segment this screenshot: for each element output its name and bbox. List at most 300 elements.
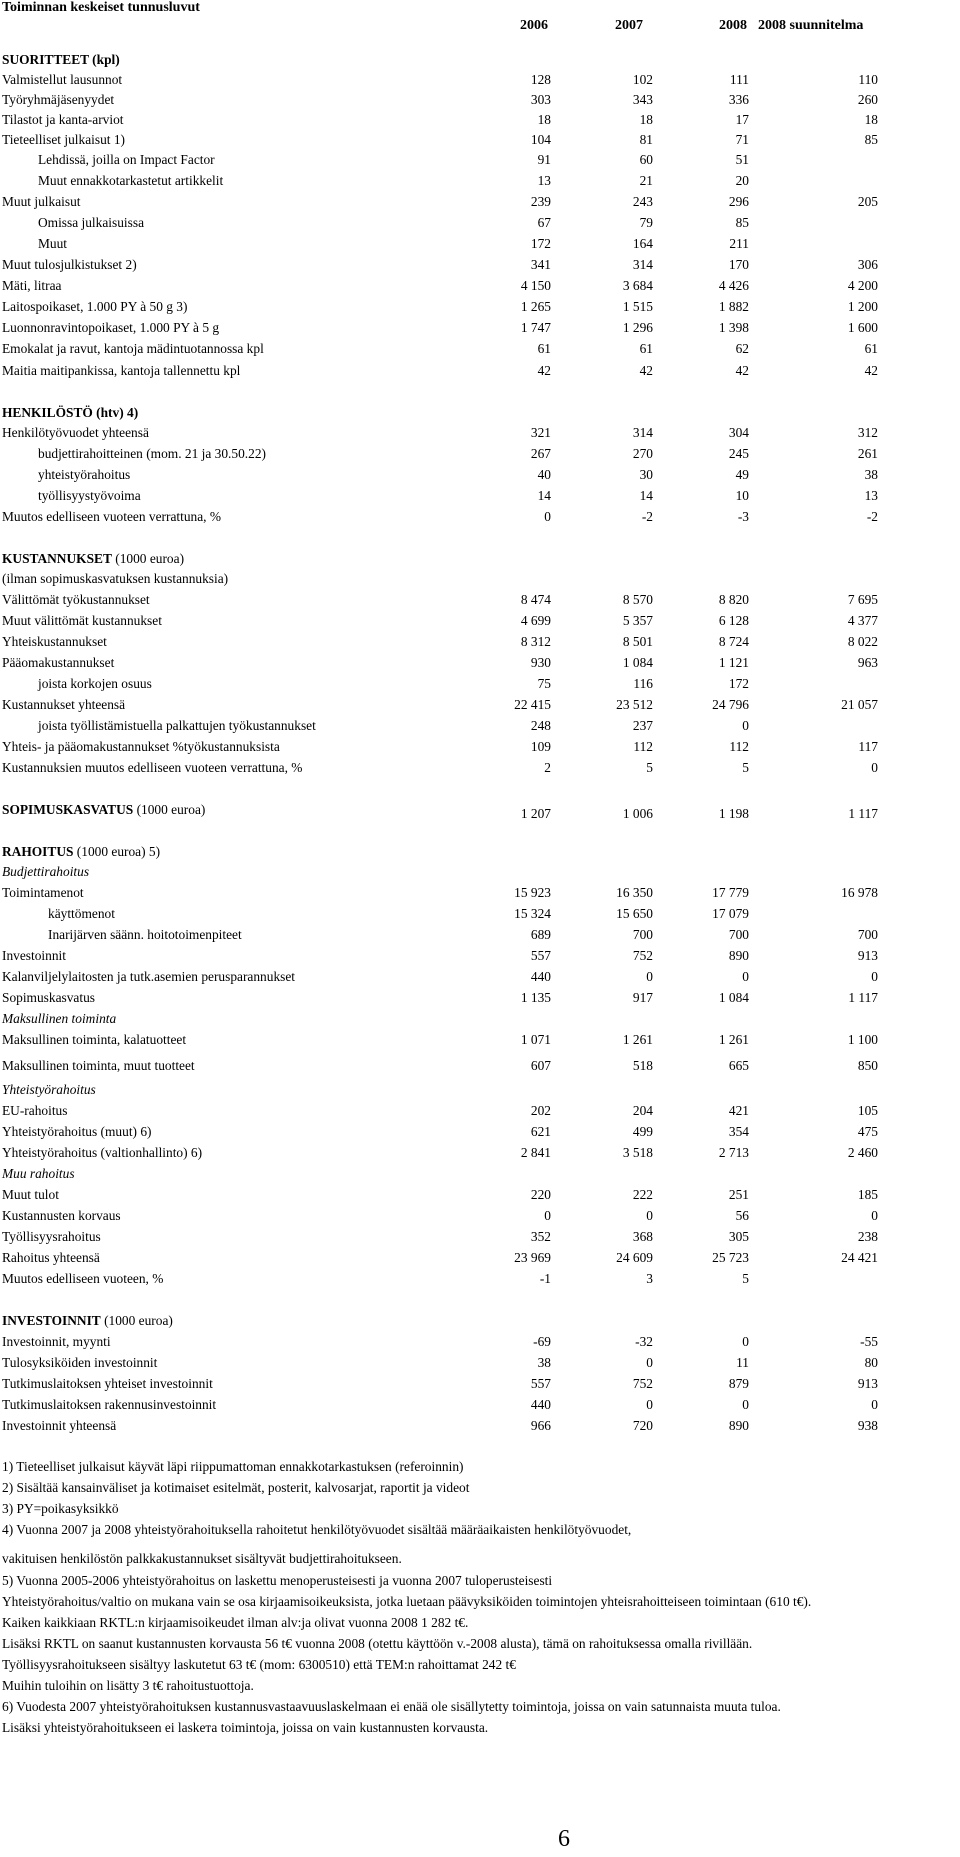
row-label-text: Valmistellut lausunnot (2, 72, 123, 87)
table-row (0, 90, 960, 110)
row-label (2, 1030, 186, 1050)
value-cell: 238 (857, 1229, 878, 1244)
value-cell: 700 (728, 927, 749, 942)
value-cell: 1 084 (622, 655, 653, 670)
table-row (0, 507, 960, 527)
row-label (38, 444, 266, 464)
footnote: Lisäksi yhteistyörahoitukseen ei laskета toimintoja, joissa on vain kustannusten korvausta. (2, 1720, 489, 1735)
row-label (2, 967, 295, 987)
row-label (2, 737, 280, 757)
value-cell: 0 (544, 509, 551, 524)
table-row (0, 674, 960, 694)
table-row (0, 1248, 960, 1268)
row-label-text: Yhteistyörahoitus (muut) 6) (2, 1124, 152, 1139)
value-cell: 260 (857, 92, 878, 107)
value-cell: 170 (728, 257, 749, 272)
row-label-text: Investoinnit, myynti (2, 1334, 111, 1349)
table-row (0, 361, 960, 381)
row-label (2, 842, 160, 862)
row-label-text: Sopimuskasvatus (2, 990, 95, 1005)
value-cell: 304 (728, 425, 749, 440)
row-label-text: Yhteiskustannukset (2, 634, 107, 649)
value-cell: 56 (735, 1208, 749, 1223)
value-cell: 239 (530, 194, 551, 209)
value-cell: -55 (860, 1334, 878, 1349)
value-cell: 222 (632, 1187, 653, 1202)
value-cell: 1 006 (622, 806, 653, 821)
row-label-text: EU-rahoitus (2, 1103, 68, 1118)
value-cell: 42 (735, 363, 749, 378)
value-cell: 85 (735, 215, 749, 230)
footnote: Lisäksi RKTL on saanut kustannusten korvausta 56 t€ vuonna 2008 (otettu käyttöön v.-2008 alusta), tämä on rahoituksessa omalla rivillään. (2, 1636, 753, 1651)
table-row (0, 1395, 960, 1415)
value-cell: -3 (737, 509, 749, 524)
value-cell: 352 (530, 1229, 551, 1244)
row-label-text: INVESTOINNIT (2, 1313, 101, 1328)
table-row (0, 1311, 960, 1331)
value-cell: 850 (857, 1058, 878, 1073)
row-label-text: käyttömenot (48, 906, 115, 921)
value-cell: 4 150 (520, 278, 551, 293)
value-cell: 61 (864, 341, 878, 356)
value-cell: 204 (632, 1103, 653, 1118)
footnote: 2) Sisältää kansainväliset ja kotimaiset esitelmät, posterit, kalvosarjat, raportit ja videot (2, 1480, 470, 1495)
table-row (0, 653, 960, 673)
value-cell: 18 (537, 112, 551, 127)
footnote: 3) PY=poikasyksikkö (2, 1501, 119, 1516)
value-cell: 890 (728, 1418, 749, 1433)
value-cell: 314 (632, 425, 653, 440)
value-cell: 4 426 (718, 278, 749, 293)
value-cell: 917 (632, 990, 653, 1005)
value-cell: 102 (632, 72, 653, 87)
row-label (2, 988, 95, 1008)
row-label-text: HENKILÖSTÖ (htv) 4) (2, 405, 139, 420)
row-label-text: Omissa julkaisuissa (38, 215, 145, 230)
footnote: vakituisen henkilöstön palkkakustannukset sisältyvät budjettirahoitukseen. (2, 1551, 402, 1566)
value-cell: 8 570 (622, 592, 653, 607)
value-cell: 720 (632, 1418, 653, 1433)
row-label-text: budjettirahoitteinen (mom. 21 ja 30.50.22) (38, 446, 266, 461)
row-label (2, 507, 221, 527)
row-label-text: Lehdissä, joilla on Impact Factor (38, 152, 215, 167)
value-cell: 7 695 (847, 592, 878, 607)
value-cell: 248 (530, 718, 551, 733)
value-cell: 38 (864, 467, 878, 482)
row-label-text: Investoinnit yhteensä (2, 1418, 117, 1433)
table-row (0, 1030, 960, 1050)
value-cell: 296 (728, 194, 749, 209)
footnote: Muihin tuloihin on lisätty 3 t€ rahoitustuottoja. (2, 1678, 254, 1693)
row-label (2, 590, 150, 610)
value-cell: -1 (539, 1271, 551, 1286)
value-cell: 8 724 (718, 634, 749, 649)
row-label-text: Tutkimuslaitoksen yhteiset investoinnit (2, 1376, 213, 1391)
value-cell: 1 207 (520, 806, 551, 821)
value-cell: 879 (728, 1376, 749, 1391)
page-number: 6 (558, 1826, 570, 1852)
value-cell: 112 (729, 739, 749, 754)
value-cell: 172 (728, 676, 749, 691)
value-cell: 2 841 (520, 1145, 551, 1160)
row-label-text: työllisyystyövoima (38, 488, 141, 503)
value-cell: 60 (639, 152, 653, 167)
row-label (2, 297, 187, 317)
page-title: Toiminnan keskeiset tunnusluvut (2, 0, 200, 15)
value-cell: 3 (646, 1271, 653, 1286)
value-cell: 0 (742, 969, 749, 984)
row-label-unit: (1000 euroa) (111, 551, 185, 566)
row-label (2, 611, 162, 631)
row-label (2, 1374, 213, 1394)
table-row (0, 590, 960, 610)
value-cell: 665 (728, 1058, 749, 1073)
value-cell: 890 (728, 948, 749, 963)
value-cell: 368 (632, 1229, 653, 1244)
row-label (48, 925, 242, 945)
row-label-text: Kalanviljelylaitosten ja tutk.asemien perusparannukset (2, 969, 296, 984)
value-cell: 314 (632, 257, 653, 272)
row-label (2, 1056, 195, 1076)
row-label-text: Maksullinen toiminta, muut tuotteet (2, 1058, 195, 1073)
row-label (2, 318, 219, 338)
value-cell: 621 (530, 1124, 551, 1139)
row-label (38, 150, 215, 170)
row-label-text: KUSTANNUKSET (2, 551, 112, 566)
value-cell: 30 (639, 467, 653, 482)
table-row (0, 130, 960, 150)
value-cell: 10 (735, 488, 749, 503)
row-label-text: Työllisyysrahoitus (2, 1229, 101, 1244)
row-label (2, 1164, 75, 1184)
table-row (0, 403, 960, 423)
table-row (0, 1416, 960, 1436)
row-label (38, 465, 130, 485)
row-label (2, 695, 125, 715)
row-label (2, 758, 302, 778)
table-row (0, 883, 960, 903)
row-label (2, 1009, 116, 1029)
value-cell: 15 650 (616, 906, 653, 921)
value-cell: 80 (864, 1355, 878, 1370)
row-label (2, 1122, 152, 1142)
value-cell: 8 312 (520, 634, 551, 649)
value-cell: 354 (728, 1124, 749, 1139)
row-label (2, 862, 89, 882)
value-cell: 164 (632, 236, 653, 251)
table-row (0, 716, 960, 736)
row-label-text: Tulosyksiköiden investoinnit (2, 1355, 158, 1370)
value-cell: 38 (537, 1355, 551, 1370)
row-label-text: Muut tulosjulkistukset 2) (2, 257, 137, 272)
row-label (2, 549, 184, 569)
table-row (0, 737, 960, 757)
row-label-text: Kustannusten korvaus (2, 1208, 121, 1223)
value-cell: 1 600 (847, 320, 878, 335)
row-label-text: Maitia maitipankissa, kantoja tallennettu kpl (2, 363, 241, 378)
value-cell: 21 057 (841, 697, 878, 712)
value-cell: 1 198 (718, 806, 749, 821)
table-row (0, 946, 960, 966)
table-row (0, 50, 960, 70)
row-label-text: Välittömät työkustannukset (2, 592, 150, 607)
value-cell: 15 923 (514, 885, 551, 900)
value-cell: 243 (632, 194, 653, 209)
row-label (2, 70, 122, 90)
table-row (0, 758, 960, 778)
row-label-text: joista korkojen osuus (38, 676, 152, 691)
table-row (0, 171, 960, 191)
value-cell: 16 350 (616, 885, 653, 900)
row-label-text: Muut välittömät kustannukset (2, 613, 162, 628)
row-label (2, 1332, 111, 1352)
row-label-text: Rahoitus yhteensä (2, 1250, 100, 1265)
row-label (2, 192, 81, 212)
value-cell: 1 747 (520, 320, 551, 335)
value-cell: 752 (632, 1376, 653, 1391)
value-cell: 305 (728, 1229, 749, 1244)
value-cell: 421 (728, 1103, 749, 1118)
value-cell: 1 121 (718, 655, 749, 670)
value-cell: 4 200 (847, 278, 878, 293)
table-row (0, 1056, 960, 1076)
value-cell: 1 200 (847, 299, 878, 314)
row-label-text: Toimintamenot (2, 885, 84, 900)
row-label (2, 361, 240, 381)
value-cell: 61 (639, 341, 653, 356)
row-label-text: Tieteelliset julkaisut 1) (2, 132, 125, 147)
value-cell: 261 (857, 446, 878, 461)
row-label (2, 1101, 67, 1121)
row-label-text: Maksullinen toiminta (2, 1011, 117, 1026)
footnote: 5) Vuonna 2005-2006 yhteistyörahoitus on laskettu menoperusteisesti ja vuonna 2007 tuloperusteisesti (2, 1573, 553, 1588)
value-cell: 913 (857, 948, 878, 963)
row-label (38, 486, 141, 506)
value-cell: 963 (857, 655, 878, 670)
value-cell: 14 (537, 488, 551, 503)
row-label-text: SOPIMUSKASVATUS (2, 802, 134, 817)
value-cell: 79 (639, 215, 653, 230)
value-cell: 22 415 (514, 697, 551, 712)
table-row (0, 862, 960, 882)
value-cell: 1 882 (718, 299, 749, 314)
row-label (2, 423, 149, 443)
row-label (2, 946, 66, 966)
row-label-text: Emokalat ja ravut, kantoja mädintuotannossa kpl (2, 341, 264, 356)
column-header-2007: 2007 (615, 18, 643, 33)
row-label (2, 1269, 163, 1289)
value-cell: -32 (635, 1334, 653, 1349)
table-row (0, 632, 960, 652)
table-row (0, 988, 960, 1008)
row-label-text: (ilman sopimuskasvatuksen kustannuksia) (2, 571, 229, 586)
value-cell: 17 (735, 112, 749, 127)
value-cell: 1 261 (718, 1032, 749, 1047)
table-row (0, 150, 960, 170)
table-row (0, 967, 960, 987)
value-cell: 303 (530, 92, 551, 107)
row-label (2, 1395, 216, 1415)
table-row (0, 569, 960, 589)
row-label (2, 1206, 121, 1226)
row-label (2, 1248, 100, 1268)
row-label-text: Yhteistyörahoitus (2, 1082, 96, 1097)
row-label-text: Pääomakustannukset (2, 655, 115, 670)
value-cell: 8 022 (847, 634, 878, 649)
table-row (0, 1164, 960, 1184)
value-cell: 499 (632, 1124, 653, 1139)
value-cell: 557 (530, 948, 551, 963)
value-cell: 1 265 (520, 299, 551, 314)
table-row (0, 423, 960, 443)
value-cell: 0 (871, 969, 878, 984)
row-label-text: Muut ennakkotarkastetut artikkelit (38, 173, 224, 188)
table-row (0, 1374, 960, 1394)
row-label-text: Muut tulot (2, 1187, 59, 1202)
value-cell: 557 (530, 1376, 551, 1391)
value-cell: 1 117 (848, 806, 878, 821)
row-label-text: Muutos edelliseen vuoteen, % (2, 1271, 164, 1286)
row-label (2, 653, 114, 673)
value-cell: 8 501 (622, 634, 653, 649)
row-label-text: Investoinnit (2, 948, 66, 963)
value-cell: 336 (728, 92, 749, 107)
value-cell: 18 (864, 112, 878, 127)
value-cell: 109 (530, 739, 551, 754)
value-cell: 75 (537, 676, 551, 691)
row-label (2, 1143, 202, 1163)
row-label-text: Mäti, litraa (2, 278, 62, 293)
footnote: Työllisyysrahoitukseen sisältyy laskutetut 63 t€ (mom: 6300510) että TEM:n rahoittamat 242 t€ (2, 1657, 516, 1672)
value-cell: 42 (639, 363, 653, 378)
row-label (2, 569, 228, 589)
table-row (0, 1269, 960, 1289)
row-label-text: Tilastot ja kanta-arviot (2, 112, 124, 127)
value-cell: 42 (864, 363, 878, 378)
value-cell: 752 (632, 948, 653, 963)
table-row (0, 1185, 960, 1205)
row-label (2, 1227, 101, 1247)
value-cell: 17 079 (712, 906, 749, 921)
value-cell: 343 (632, 92, 653, 107)
value-cell: 0 (871, 760, 878, 775)
value-cell: 1 515 (622, 299, 653, 314)
row-label (38, 213, 144, 233)
table-row (0, 925, 960, 945)
value-cell: 1 084 (718, 990, 749, 1005)
row-label-text: Laitospoikaset, 1.000 PY à 50 g 3) (2, 299, 188, 314)
row-label-unit: (1000 euroa) 5) (73, 844, 161, 859)
value-cell: 13 (864, 488, 878, 503)
value-cell: 111 (729, 72, 749, 87)
column-header-2006: 2006 (520, 18, 548, 33)
row-label-text: Budjettirahoitus (2, 864, 90, 879)
value-cell: 91 (537, 152, 551, 167)
footnote: 1) Tieteelliset julkaisut käyvät läpi riippumattoman ennakkotarkastuksen (referoinnin) (2, 1459, 464, 1474)
table-row (0, 234, 960, 254)
value-cell: 251 (728, 1187, 749, 1202)
table-row (0, 800, 960, 820)
value-cell: 105 (857, 1103, 878, 1118)
value-cell: -2 (866, 509, 878, 524)
value-cell: 117 (858, 739, 878, 754)
value-cell: 62 (735, 341, 749, 356)
table-row (0, 192, 960, 212)
value-cell: 607 (530, 1058, 551, 1073)
row-label (2, 339, 264, 359)
column-header-2008: 2008 (719, 18, 747, 33)
value-cell: 8 474 (520, 592, 551, 607)
row-label-text: Yhteistyörahoitus (valtionhallinto) 6) (2, 1145, 203, 1160)
table-row (0, 1143, 960, 1163)
row-label (48, 904, 115, 924)
value-cell: 440 (530, 969, 551, 984)
footnote: Yhteistyörahoitus/valtio on mukana vain se osa kirjaamisoikeuksista, jotka luetaan päävyksiköiden toimintojen yhteisrahoitteiseen toimintaan (610 t€). (2, 1594, 812, 1609)
value-cell: 24 609 (616, 1250, 653, 1265)
row-label-text: Työryhmäjäsenyydet (2, 92, 115, 107)
row-label-text: yhteistyörahoitus (38, 467, 131, 482)
row-label (2, 403, 138, 423)
value-cell: 0 (742, 1334, 749, 1349)
value-cell: 71 (735, 132, 749, 147)
value-cell: 16 978 (841, 885, 878, 900)
table-row (0, 1101, 960, 1121)
row-label (2, 1353, 157, 1373)
row-label-text: Luonnonravintopoikaset, 1.000 PY à 5 g (2, 320, 220, 335)
value-cell: 306 (857, 257, 878, 272)
table-row (0, 1206, 960, 1226)
value-cell: 1 296 (622, 320, 653, 335)
value-cell: 17 779 (712, 885, 749, 900)
table-row (0, 695, 960, 715)
value-cell: 5 (742, 1271, 749, 1286)
value-cell: 24 421 (841, 1250, 878, 1265)
value-cell: 440 (530, 1397, 551, 1412)
table-row (0, 110, 960, 130)
table-row (0, 549, 960, 569)
value-cell: -69 (533, 1334, 551, 1349)
value-cell: 85 (864, 132, 878, 147)
footnote: 4) Vuonna 2007 ja 2008 yhteistyörahoituksella rahoitetut henkilötyövuodet sisältää määräaikaisten henkilötyövuodet, (2, 1522, 632, 1537)
value-cell: -2 (641, 509, 653, 524)
value-cell: 1 135 (520, 990, 551, 1005)
value-cell: 40 (537, 467, 551, 482)
value-cell: 267 (530, 446, 551, 461)
value-cell: 475 (857, 1124, 878, 1139)
value-cell: 51 (735, 152, 749, 167)
value-cell: 0 (646, 1355, 653, 1370)
table-row (0, 339, 960, 359)
row-label-text: Muut (38, 236, 68, 251)
value-cell: 237 (632, 718, 653, 733)
value-cell: 21 (639, 173, 653, 188)
row-label (2, 632, 107, 652)
value-cell: 0 (742, 1397, 749, 1412)
value-cell: 700 (857, 927, 878, 942)
row-label (2, 90, 114, 110)
value-cell: 0 (646, 969, 653, 984)
table-row (0, 297, 960, 317)
value-cell: 930 (530, 655, 551, 670)
value-cell: 5 (742, 760, 749, 775)
value-cell: 104 (530, 132, 551, 147)
footnote: 6) Vuodesta 2007 yhteistyörahoituksen kustannusvastaavuuslaskelmaan ei enää ole sisällytetty toimintoja, joissa on vain satunnaista muuta tuloa. (2, 1699, 781, 1714)
value-cell: 4 699 (520, 613, 551, 628)
row-label-text: Kustannuksien muutos edelliseen vuoteen verrattuna, % (2, 760, 303, 775)
row-label (2, 110, 124, 130)
value-cell: 0 (646, 1208, 653, 1223)
value-cell: 202 (530, 1103, 551, 1118)
